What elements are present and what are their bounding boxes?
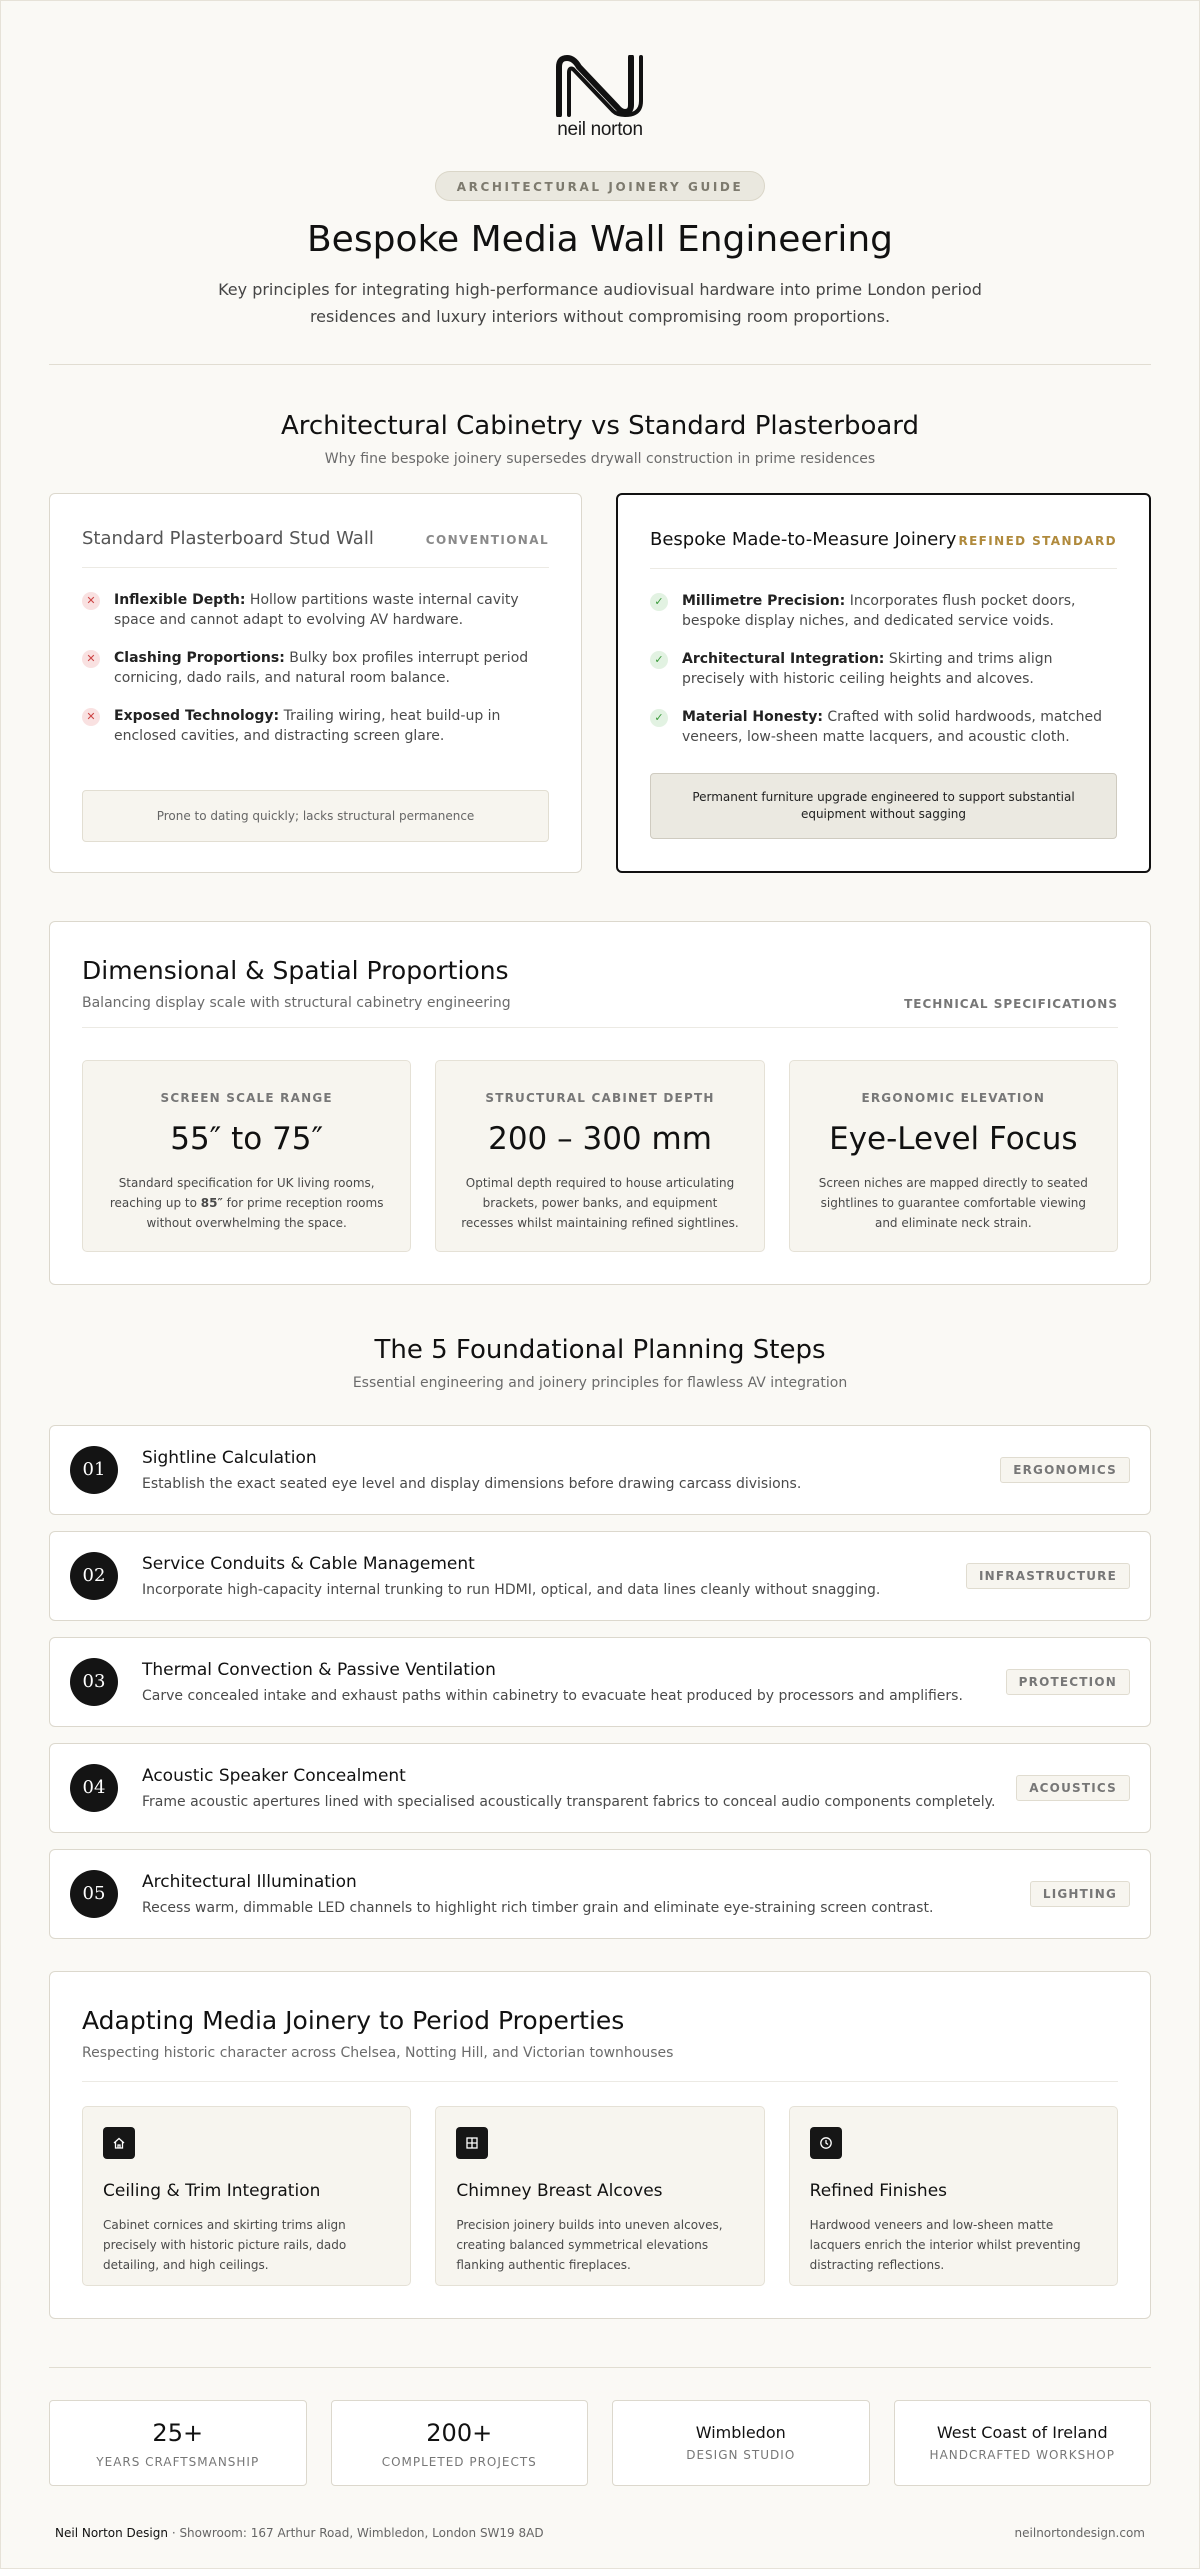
home-icon <box>103 2127 135 2159</box>
conventional-tag: CONVENTIONAL <box>425 533 549 547</box>
spec-label: SCREEN SCALE RANGE <box>160 1091 333 1105</box>
stat-value: Wimbledon <box>695 2423 786 2442</box>
steps-subtitle: Essential engineering and joinery principles for flawless AV integration <box>352 1375 848 1391</box>
spec-label: ERGONOMIC ELEVATION <box>861 1091 1046 1105</box>
step-tag: ERGONOMICS <box>1000 1457 1130 1483</box>
conventional-title: Standard Plasterboard Stud Wall <box>82 528 374 549</box>
feature-title: Refined Finishes <box>809 2181 948 2201</box>
steps-title: The 5 Foundational Planning Steps <box>374 1335 826 1365</box>
stat-value: West Coast of Ireland <box>936 2423 1108 2442</box>
proportions-tag: TECHNICAL SPECIFICATIONS <box>904 997 1118 1011</box>
step-row <box>49 1849 1151 1939</box>
stat-card <box>894 2400 1152 2486</box>
stat-card <box>331 2400 589 2486</box>
step-description: Frame acoustic apertures lined with specialised acoustically transparent fabrics to conceal audio components completely. <box>142 1794 996 1810</box>
comparison-subtitle: Why fine bespoke joinery supersedes drywall construction in prime residences <box>324 451 876 467</box>
clock-icon <box>810 2127 842 2159</box>
check-icon: ✓ <box>650 651 668 669</box>
content-wrap <box>49 1 1151 2540</box>
step-title: Service Conduits & Cable Management <box>142 1554 475 1574</box>
feature-title: Chimney Breast Alcoves <box>456 2181 663 2201</box>
step-number: 04 <box>70 1764 118 1812</box>
spec-value: Eye-Level Focus <box>829 1121 1078 1157</box>
stats-row <box>49 2400 1151 2486</box>
spec-card <box>82 1060 411 1252</box>
comparison-section <box>49 411 1151 873</box>
logo-text: neil norton <box>557 119 643 140</box>
step-title: Sightline Calculation <box>142 1448 317 1468</box>
step-title: Thermal Convection & Passive Ventilation <box>142 1660 496 1680</box>
feature-card <box>435 2106 764 2286</box>
stat-value: 200+ <box>426 2419 493 2447</box>
check-icon: ✓ <box>650 593 668 611</box>
divider <box>49 2367 1151 2368</box>
cross-icon: ✕ <box>82 650 100 668</box>
stat-value: 25+ <box>152 2419 204 2447</box>
footer-address: · Showroom: 167 Arthur Road, Wimbledon, London SW19 8AD <box>168 2526 544 2540</box>
step-number: 02 <box>70 1552 118 1600</box>
list-item: ✕ Inflexible Depth: Hollow partitions waste internal cavity space and cannot adapt to evolving AV hardware. <box>82 590 549 630</box>
step-title: Architectural Illumination <box>142 1872 357 1892</box>
proportions-subtitle: Balancing display scale with structural cabinetry engineering <box>82 995 511 1011</box>
refined-tag: REFINED STANDARD <box>958 534 1117 548</box>
logo-mark-icon <box>555 55 645 117</box>
feature-description: Cabinet cornices and skirting trims align precisely with historic picture rails, dado detailing, and high ceilings. <box>103 2218 347 2272</box>
step-number: 01 <box>70 1446 118 1494</box>
page-title: Bespoke Media Wall Engineering <box>306 219 893 260</box>
list-item: ✓ Millimetre Precision: Incorporates flush pocket doors, bespoke display niches, and dedicated service voids. <box>650 591 1117 631</box>
steps-section <box>49 1335 1151 1939</box>
period-title: Adapting Media Joinery to Period Properties <box>82 2006 625 2035</box>
cross-icon: ✕ <box>82 708 100 726</box>
period-panel <box>49 1971 1151 2319</box>
spec-description: Optimal depth required to house articulating brackets, power banks, and equipment recesses whilst maintaining refined sightlines. <box>461 1176 739 1230</box>
step-tag: ACOUSTICS <box>1016 1775 1130 1801</box>
stat-label: HANDCRAFTED WORKSHOP <box>929 2448 1115 2462</box>
conventional-note: Prone to dating quickly; lacks structural permanence <box>82 790 549 842</box>
list-item: ✓ Architectural Integration: Skirting and trims align precisely with historic ceiling heights and alcoves. <box>650 649 1117 689</box>
spec-value: 200 – 300 mm <box>488 1121 712 1157</box>
step-row <box>49 1637 1151 1727</box>
step-row <box>49 1425 1151 1515</box>
refined-note: Permanent furniture upgrade engineered to support substantial equipment without sagging <box>650 773 1117 839</box>
list-item: ✕ Exposed Technology: Trailing wiring, heat build-up in enclosed cavities, and distracting screen glare. <box>82 706 549 746</box>
step-title: Acoustic Speaker Concealment <box>142 1766 406 1786</box>
spec-value: 55″ to 75″ <box>170 1121 324 1157</box>
check-icon: ✓ <box>650 709 668 727</box>
guide-badge: ARCHITECTURAL JOINERY GUIDE <box>435 171 765 201</box>
step-tag: PROTECTION <box>1006 1669 1130 1695</box>
list-item: ✓ Material Honesty: Crafted with solid hardwoods, matched veneers, low-sheen matte lacquers, and acoustic cloth. <box>650 707 1117 747</box>
spec-card <box>789 1060 1118 1252</box>
footer-website-link[interactable]: neilnortondesign.com <box>1014 2526 1145 2540</box>
step-tag: LIGHTING <box>1030 1881 1130 1907</box>
stat-card <box>49 2400 307 2486</box>
period-subtitle: Respecting historic character across Chelsea, Notting Hill, and Victorian townhouses <box>82 2045 674 2061</box>
footer <box>49 2526 1151 2540</box>
step-description: Recess warm, dimmable LED channels to highlight rich timber grain and eliminate eye-straining screen contrast. <box>142 1900 934 1916</box>
spec-description: Screen niches are mapped directly to seated sightlines to guarantee comfortable viewing and eliminate neck strain. <box>818 1176 1088 1230</box>
stat-label: YEARS CRAFTSMANSHIP <box>96 2455 260 2469</box>
feature-description: Precision joinery builds into uneven alcoves, creating balanced symmetrical elevations flanking authentic fireplaces. <box>456 2218 723 2272</box>
feature-card <box>82 2106 411 2286</box>
stat-label: DESIGN STUDIO <box>686 2448 796 2462</box>
feature-card <box>789 2106 1118 2286</box>
step-number: 03 <box>70 1658 118 1706</box>
page-subtitle: Key principles for integrating high-performance audiovisual hardware into prime London period residences and luxury interiors without compromising room proportions. <box>218 280 982 326</box>
step-description: Establish the exact seated eye level and display dimensions before drawing carcass divisions. <box>142 1476 802 1492</box>
feature-title: Ceiling & Trim Integration <box>103 2181 321 2201</box>
step-description: Incorporate high-capacity internal trunking to run HDMI, optical, and data lines cleanly without snagging. <box>142 1582 881 1598</box>
grid-icon <box>456 2127 488 2159</box>
brand-logo[interactable] <box>49 1 1151 141</box>
step-description: Carve concealed intake and exhaust paths within cabinetry to evacuate heat produced by processors and amplifiers. <box>142 1688 963 1704</box>
spec-label: STRUCTURAL CABINET DEPTH <box>485 1091 715 1105</box>
spec-description: Standard specification for UK living rooms, reaching up to 85″ for prime reception rooms without overwhelming the space. <box>109 1176 384 1230</box>
step-tag: INFRASTRUCTURE <box>966 1563 1130 1589</box>
cross-icon: ✕ <box>82 592 100 610</box>
list-item: ✕ Clashing Proportions: Bulky box profiles interrupt period cornicing, dado rails, and natural room balance. <box>82 648 549 688</box>
step-row <box>49 1743 1151 1833</box>
proportions-panel <box>49 921 1151 1285</box>
feature-description: Hardwood veneers and low-sheen matte lacquers enrich the interior whilst preventing distracting reflections. <box>809 2218 1081 2272</box>
footer-address-line <box>55 2526 544 2540</box>
step-row <box>49 1531 1151 1621</box>
stat-card <box>612 2400 870 2486</box>
stat-label: COMPLETED PROJECTS <box>381 2455 537 2469</box>
refined-card <box>616 493 1151 873</box>
divider <box>49 364 1151 365</box>
refined-title: Bespoke Made-to-Measure Joinery <box>650 529 957 550</box>
conventional-card <box>49 493 582 873</box>
spec-card <box>435 1060 764 1252</box>
comparison-title: Architectural Cabinetry vs Standard Plasterboard <box>280 411 920 441</box>
step-number: 05 <box>70 1870 118 1918</box>
footer-company: Neil Norton Design <box>55 2526 168 2540</box>
proportions-title: Dimensional & Spatial Proportions <box>82 956 509 985</box>
